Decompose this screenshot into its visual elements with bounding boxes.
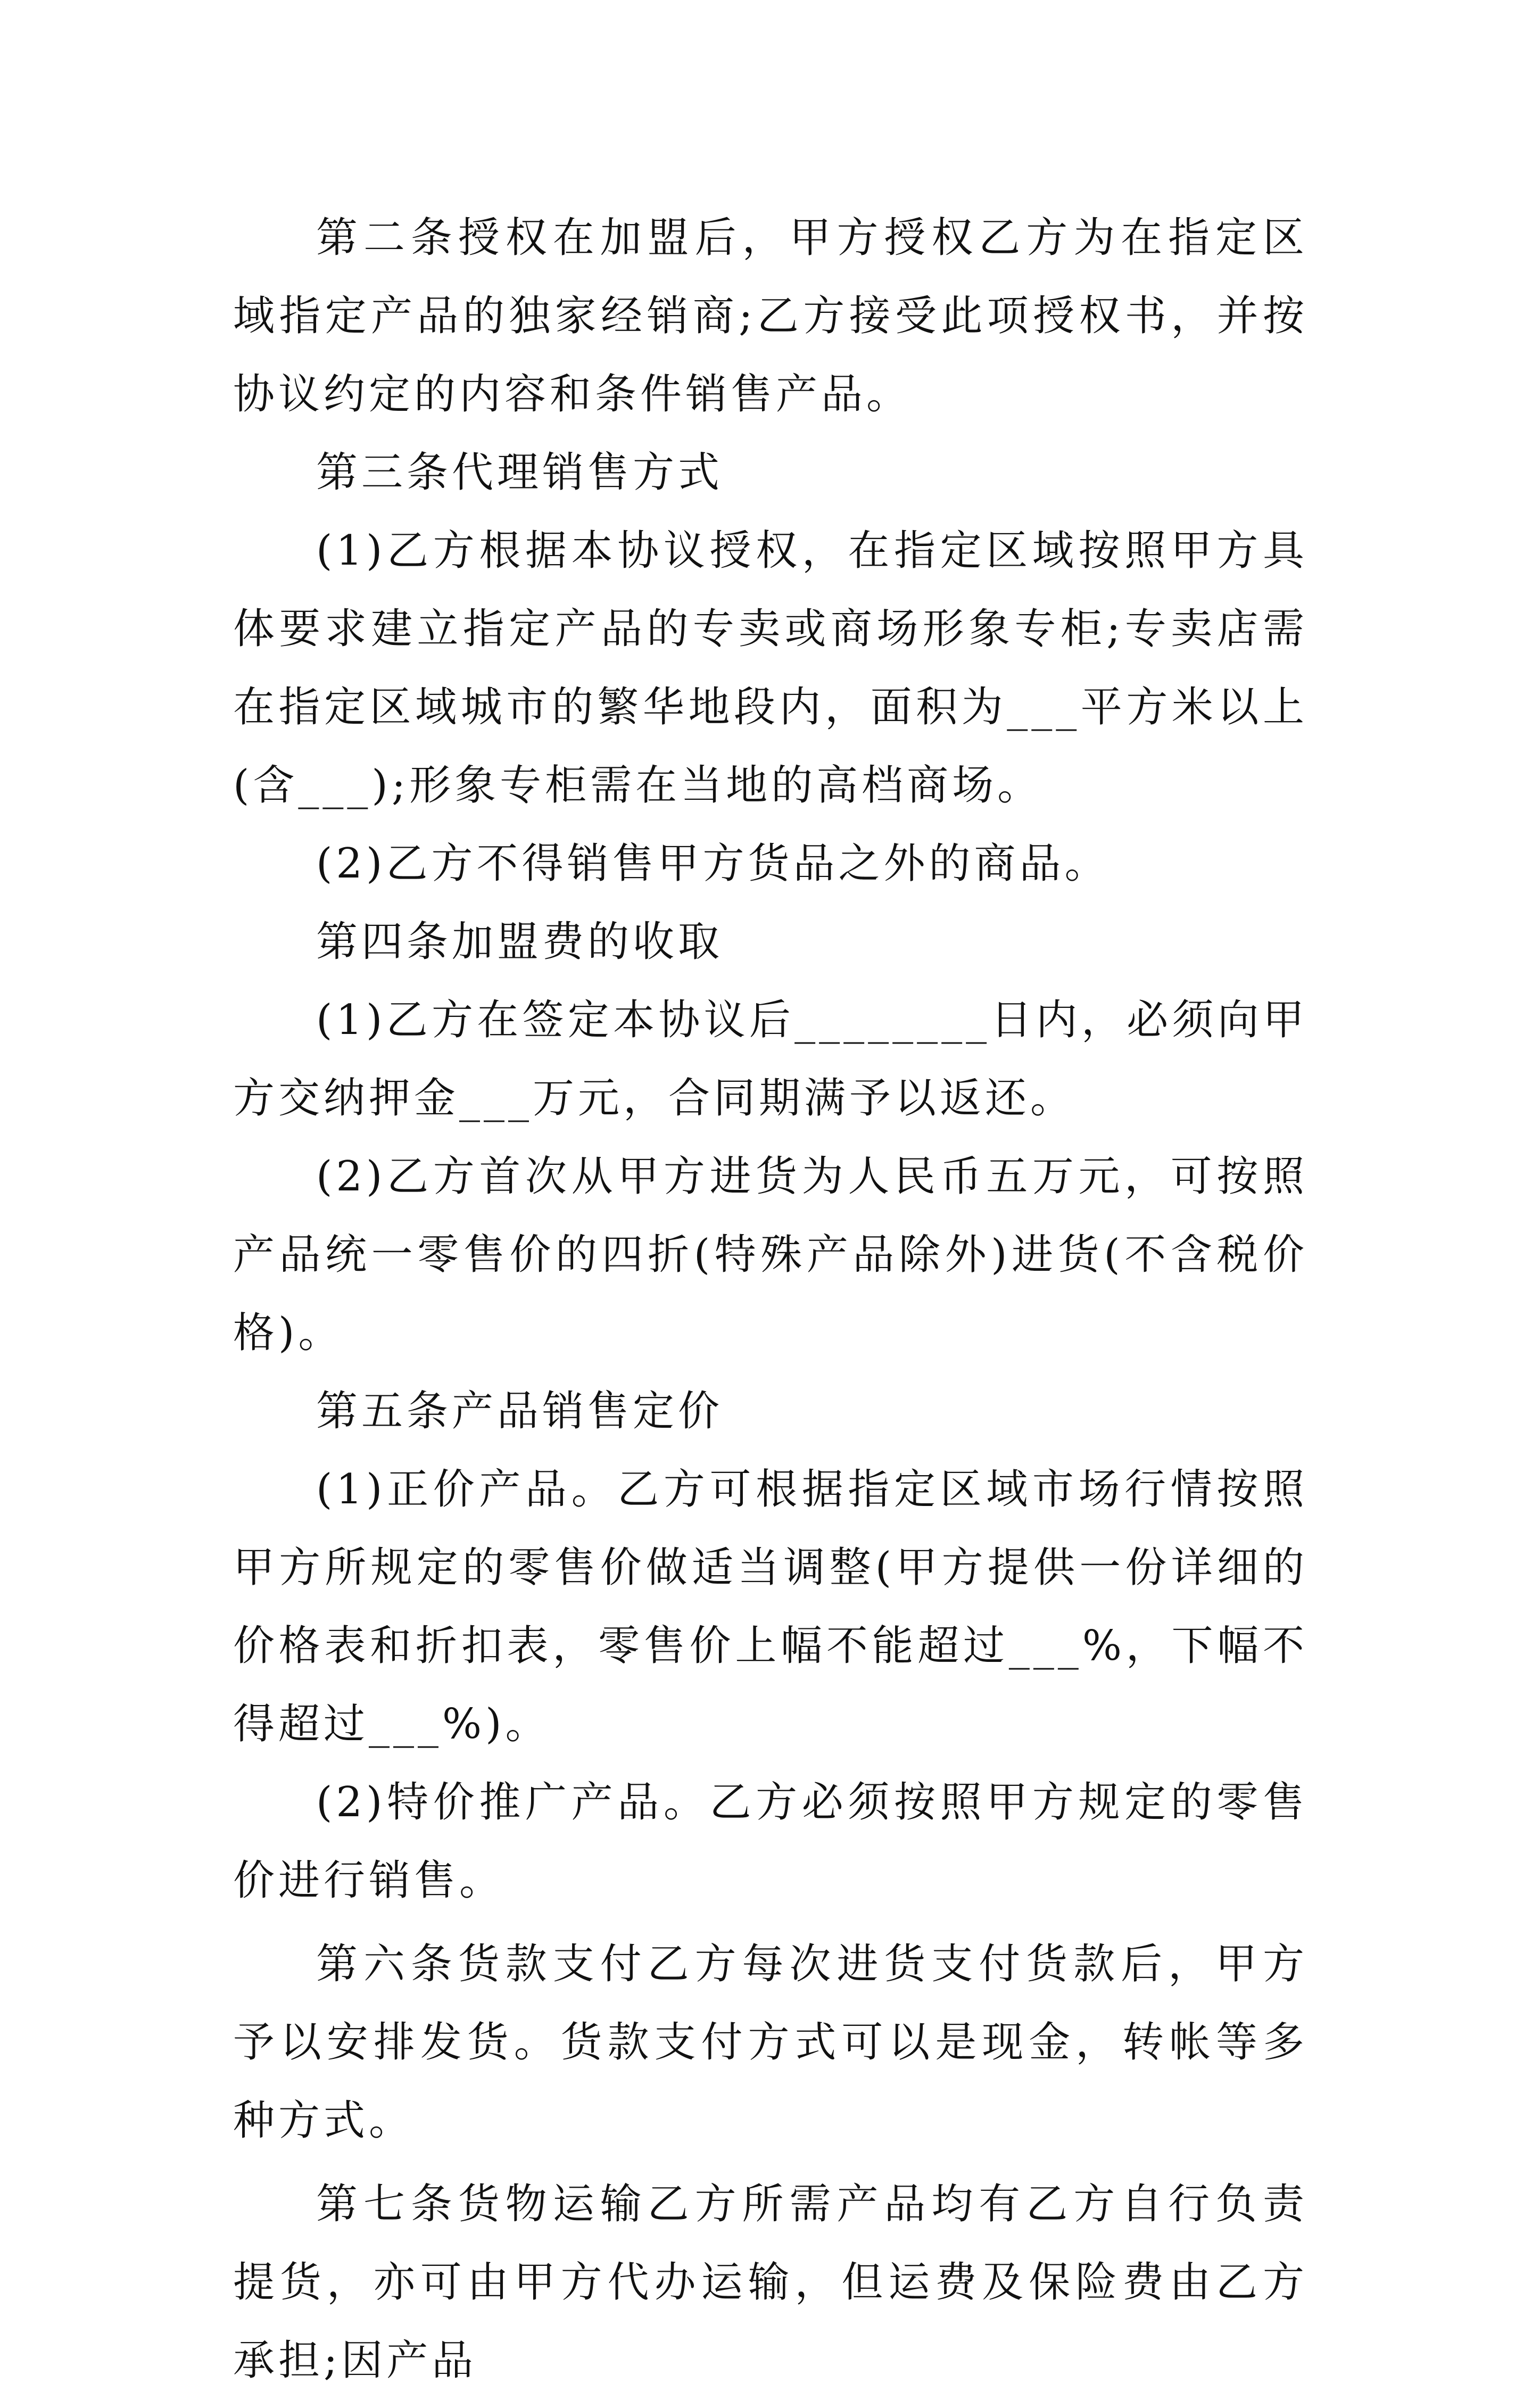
paragraph-article-4-item-1: (1)乙方在签定本协议后________日内，必须向甲方交纳押金___万元，合同期满予以返还。 — [233, 996, 1308, 1122]
document-body — [233, 199, 1308, 2400]
paragraph-article-5-item-2: (2)特价推广产品。乙方必须按照甲方规定的零售价进行销售。 — [233, 1778, 1308, 1905]
paragraph-article-5-item-1: (1)正价产品。乙方可根据指定区域市场行情按照甲方所规定的零售价做适当调整(甲方提供一份详细的价格表和折扣表，零售价上幅不能超过___%，下幅不得超过___%)。 — [233, 1466, 1308, 1748]
paragraph-article-2: 第二条授权在加盟后，甲方授权乙方为在指定区域指定产品的独家经销商;乙方接受此项授权书，并按协议约定的内容和条件销售产品。 — [233, 214, 1308, 418]
paragraph-article-3-item-1: (1)乙方根据本协议授权，在指定区域按照甲方具体要求建立指定产品的专卖或商场形象专柜;专卖店需在指定区域城市的繁华地段内，面积为___平方米以上(含___);形象专柜需在当地的高档商场。 — [233, 527, 1308, 809]
paragraph-article-7: 第七条货物运输乙方所需产品均有乙方自行负责提货，亦可由甲方代办运输，但运费及保险费由乙方承担;因产品 — [233, 2180, 1308, 2385]
heading-article-5: 第五条产品销售定价 — [316, 1387, 724, 1435]
paragraph-article-3-item-2: (2)乙方不得销售甲方货品之外的商品。 — [316, 840, 1110, 888]
heading-article-3: 第三条代理销售方式 — [316, 449, 724, 496]
paragraph-article-6: 第六条货款支付乙方每次进货支付货款后，甲方予以安排发货。货款支付方式可以是现金，转帐等多种方式。 — [233, 1940, 1308, 2145]
paragraph-article-4-item-2: (2)乙方首次从甲方进货为人民币五万元，可按照产品统一零售价的四折(特殊产品除外)进货(不含税价格)。 — [233, 1153, 1308, 1357]
heading-article-4: 第四条加盟费的收取 — [316, 918, 724, 966]
